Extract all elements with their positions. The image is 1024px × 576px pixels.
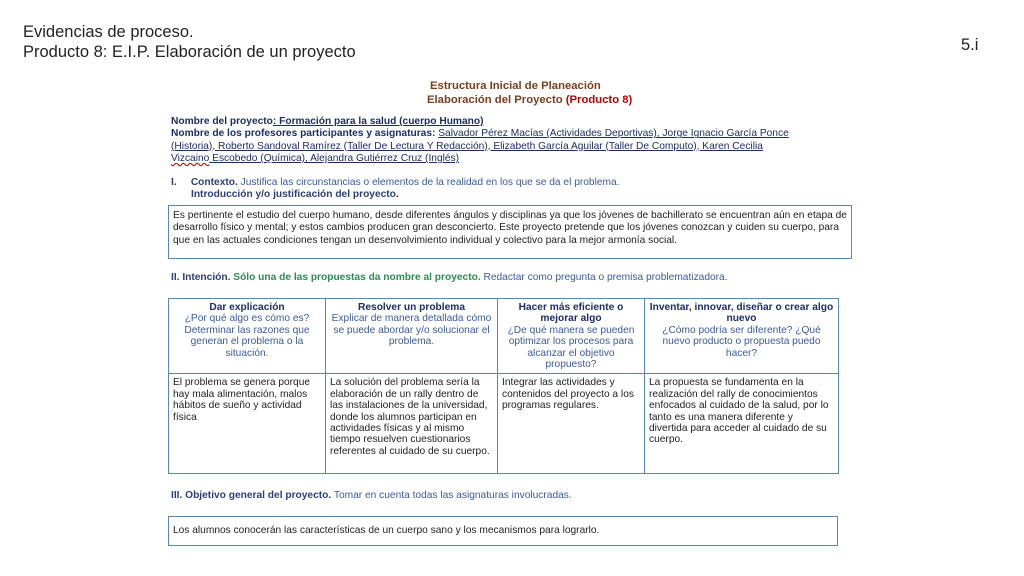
slide-title-line1: Evidencias de proceso. — [23, 23, 194, 41]
answer-explain: El problema se genera porque hay mala alimentación, malos hábitos de sueño y actividad física — [169, 374, 326, 474]
col-title: Dar explicación — [209, 302, 285, 313]
answer-improve: Integrar las actividades y contenidos del proyecto a los programas regulares. — [498, 374, 645, 474]
col-header-solve — [326, 299, 498, 374]
objective-box — [168, 516, 838, 546]
section-intention-header — [171, 272, 728, 284]
col-question: ¿De qué manera se pueden optimizar los procesos para alcanzar el objetivo propuesto? — [507, 324, 635, 371]
slide-title — [23, 22, 356, 62]
section2-label: II. Intención. — [171, 272, 231, 283]
col-title: Hacer más eficiente o mejorar algo — [518, 302, 624, 325]
col-title: Resolver un problema — [358, 302, 465, 313]
section2-text: Redactar como pregunta o premisa problematizadora. — [480, 272, 728, 283]
section-objective-header — [171, 490, 572, 502]
teachers-label: Nombre de los profesores participantes y asignaturas: — [171, 128, 436, 140]
table-answer-row — [169, 374, 839, 474]
col-question: ¿Cómo podría ser diferente? ¿Qué nuevo producto o propuesta puedo hacer? — [662, 324, 821, 359]
teachers-line1 — [171, 128, 861, 140]
slide-number: 5.i — [961, 36, 979, 54]
col-title: Inventar, innovar, diseñar o crear algo nuevo — [649, 302, 834, 325]
context-box — [168, 205, 852, 259]
objective-text: Los alumnos conocerán las características de un cuerpo sano y los mecanismos para lograrlo. — [173, 525, 600, 536]
section-context-header — [171, 177, 620, 202]
subheading-product: (Producto 8) — [565, 94, 633, 106]
answer-innovate: La propuesta se fundamenta en la realización del rally de conocimientos enfocados al cuidado de la salud, por lo tanto es una manera diferente y divertida para acceder al cuidado de su cuerpo. — [645, 374, 839, 474]
intention-table — [168, 298, 839, 474]
slide-title-line2: Producto 8: E.I.P. Elaboración de un proyecto — [23, 43, 356, 61]
section3-label: III. Objetivo general del proyecto. — [171, 490, 332, 501]
section2-green: Sólo una de las propuestas da nombre al proyecto. — [230, 272, 481, 283]
teachers-text-3b: Escobedo (Química), Alejandra Gutiérrez Cruz (Inglés) — [209, 152, 460, 164]
col-header-innovate — [645, 299, 839, 374]
subheading-text: Elaboración del Proyecto — [427, 94, 563, 106]
context-text: Es pertinente el estudio del cuerpo humano, desde diferentes ángulos y disciplinas ya que los jóvenes de bachillerato se encuentran aún en etapa de desarrollo físico y mental; y estos cambios producen gran desconcierto. Este proyecto pretende que los jóvenes conozcan y cuiden su cuerpo, para que en las actuales condiciones tengan un desenvolvimiento individual y colectivo para la mejor armonía social. — [173, 210, 847, 246]
section1-subtitle: Introducción y/o justificación del proyecto. — [191, 189, 399, 201]
section1-number: I. — [171, 177, 177, 188]
section3-text: Tomar en cuenta todas las asignaturas involucradas. — [331, 490, 572, 501]
document-heading: Estructura Inicial de Planeación — [430, 80, 601, 92]
document-subheading — [427, 94, 632, 106]
project-name-line — [171, 116, 861, 128]
table-header-row — [169, 299, 839, 374]
col-question: Explicar de manera detallada cómo se puede abordar y/o solucionar el problema. — [331, 313, 492, 348]
teachers-text-2: (Historia), Roberto Sandoval Ramírez (Taller De Lectura Y Redacción), Elizabeth García Aguilar (Taller De Computo), Karen Cecilia — [171, 140, 763, 152]
project-info — [171, 116, 861, 165]
section1-label: Contexto. — [190, 177, 238, 188]
teachers-line3 — [171, 153, 861, 165]
col-question: ¿Por qué algo es cómo es? Determinar las razones que generan el problema o la situación. — [184, 313, 310, 359]
col-header-explain — [169, 299, 326, 374]
project-label: Nombre del proyecto — [171, 116, 273, 127]
teachers-text-1: Salvador Pérez Macías (Actividades Deportivas), Jorge Ignacio García Ponce — [438, 128, 789, 140]
answer-solve: La solución del problema sería la elaboración de un rally dentro de las instalaciones de la universidad, donde los alumnos participan en actividades físicas y al mismo tiempo resuelven cuestionarios referentes al cuidado de su cuerpo. — [326, 374, 498, 474]
teachers-text-3a: Vizcaino — [171, 152, 210, 164]
section1-text: Justifica las circunstancias o elementos de la realidad en los que se da el problema. — [237, 177, 620, 188]
col-header-improve — [498, 299, 645, 374]
project-name: : Formación para la salud (cuerpo Humano) — [272, 116, 484, 127]
